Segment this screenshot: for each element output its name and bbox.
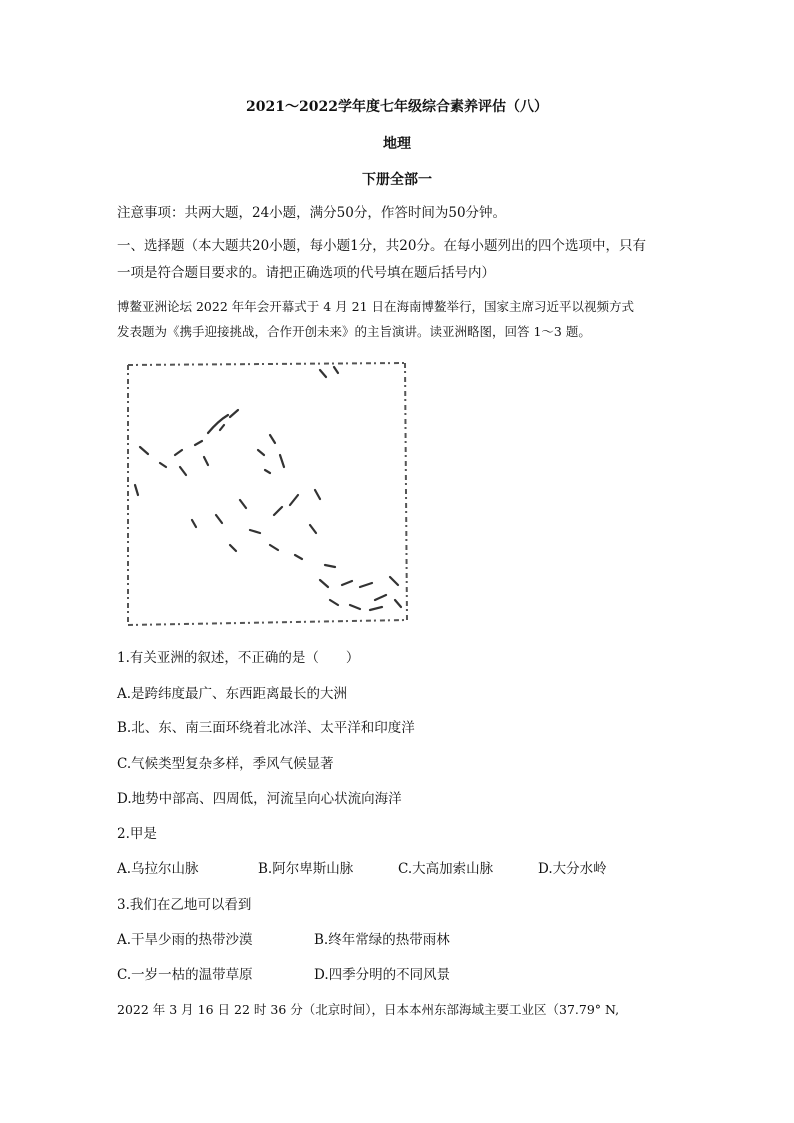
question-3-option-a: A.干旱少雨的热带沙漠 xyxy=(117,932,253,948)
question-3-option-b: B.终年常绿的热带雨林 xyxy=(314,932,450,948)
intro-line2: 发表题为《携手迎接挑战，合作开创未来》的主旨演讲。读亚洲略图，回答 1～3 题。 xyxy=(117,324,591,339)
question-1-stem: 1.有关亚洲的叙述，不正确的是（ ） xyxy=(117,650,360,666)
question-2-option-c: C.大高加索山脉 xyxy=(398,861,494,877)
question-3-option-c: C.一岁一枯的温带草原 xyxy=(117,967,253,983)
question-2-stem: 2.甲是 xyxy=(117,826,157,842)
map-right-border xyxy=(405,363,407,620)
question-2-option-d: D.大分水岭 xyxy=(538,861,607,877)
notice: 注意事项：共两大题，24小题，满分50分，作答时间为50分钟。 xyxy=(117,205,507,221)
question-3-option-d: D.四季分明的不同风景 xyxy=(314,967,451,983)
map-coastline-fragments xyxy=(135,367,401,610)
intro-line1: 博鳌亚洲论坛 2022 年年会开幕式于 4 月 21 日在海南博鳌举行，国家主席习近平以视频方式 xyxy=(117,299,635,314)
map-top-border xyxy=(128,363,405,365)
question-3-stem: 3.我们在乙地可以看到 xyxy=(117,897,252,913)
subject-title: 地理 xyxy=(383,136,411,152)
section-heading-line1: 一、选择题（本大题共20小题，每小题1分，共20分。在每小题列出的四个选项中，只有 xyxy=(117,238,646,254)
question-1-option-d: D.地势中部高、四周低，河流呈向心状流向海洋 xyxy=(117,791,402,807)
exam-title: 2021～2022学年度七年级综合素养评估（八） xyxy=(246,99,548,115)
intro-earthquake: 2022 年 3 月 16 日 22 时 36 分（北京时间），日本本州东部海域主要工业区（37.79° N, xyxy=(117,1002,620,1017)
question-2-option-a: A.乌拉尔山脉 xyxy=(117,861,199,877)
question-1-option-c: C.气候类型复杂多样，季风气候显著 xyxy=(117,756,334,772)
volume-title: 下册全部一 xyxy=(362,172,432,188)
asia-outline-map-image xyxy=(120,355,410,633)
section-heading-line2: 一项是符合题目要求的。请把正确选项的代号填在题后括号内） xyxy=(117,265,495,281)
question-1-option-b: B.北、东、南三面环绕着北冰洋、太平洋和印度洋 xyxy=(117,720,415,736)
question-2-option-b: B.阿尔卑斯山脉 xyxy=(258,861,354,877)
map-bottom-border xyxy=(128,620,407,625)
question-1-option-a: A.是跨纬度最广、东西距离最长的大洲 xyxy=(117,686,348,702)
